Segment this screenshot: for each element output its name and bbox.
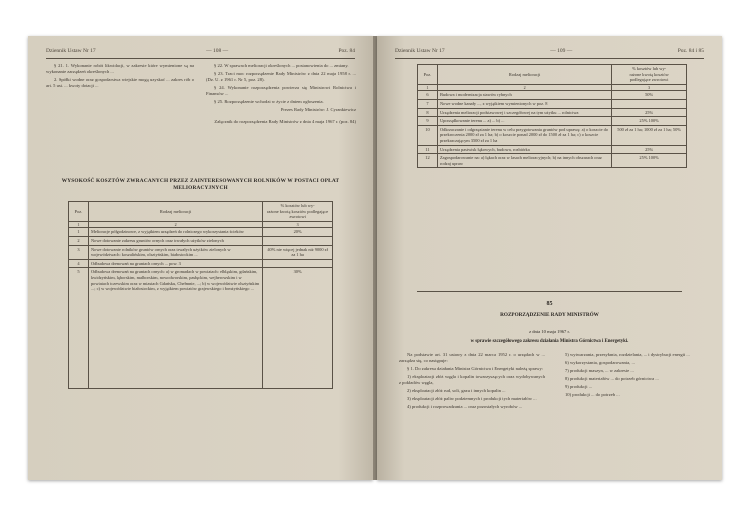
table-row [69, 228, 333, 237]
table-row [418, 99, 687, 108]
list-item: 1) eksploatacji złóż węgla i kopalin towarzyszących oraz wydobywanych z pokładów węgla, [399, 374, 545, 385]
annex-note: Załącznik do rozporządzenia Rady Ministrów z dnia 4 maja 1967 r. (poz. 84) [214, 119, 356, 125]
index-cell: 1 [418, 84, 438, 91]
index-cell: 3 [263, 221, 333, 228]
list-item: 4) produkcji i rozprowadzania ... oraz pozostałych wyrobów ... [407, 404, 523, 410]
section-rule [417, 291, 682, 292]
list-item: 7) produkcji maszyn, ... w zakresie ... [565, 368, 634, 374]
description-cell: Zagospodarowanie na: a) łąkach oraz w lasach melioracyjnych; b) na innych obszarach oraz rodzaj upraw [437, 154, 611, 168]
value-cell: 25% [612, 145, 687, 154]
description-cell: Nowe wodne kanały ..., z wyjątkiem wymienionych w poz. 8 [437, 99, 611, 108]
table-row [418, 125, 687, 145]
regulation-subject: w sprawie szczegółowego zakresu działania Ministra Górnictwa i Energetyki. [470, 339, 629, 344]
poz-cell: 11 [418, 145, 438, 154]
column-header: % kosztów lub wy- rażone kwotą kosztów podlegające zwrotowi [263, 202, 333, 222]
index-cell: 2 [437, 84, 611, 91]
index-cell: 2 [88, 221, 262, 228]
value-cell: 500 zł za 1 ha; 1000 zł za 1 ha; 50% [612, 125, 687, 145]
table-index-row [69, 221, 333, 228]
value-cell: 25% 100% [612, 154, 687, 168]
table-title: WYSOKOŚĆ KOSZTÓW ZWRACANYCH PRZEZ ZAINTERESOWANYCH ROLNIKÓW W POSTACI OPŁAT MELIORACYJNYCH [61, 178, 340, 191]
table-row [418, 154, 687, 168]
description-cell: Odbudowa drenowań na gruntach ornych ... pow. 3 [88, 259, 262, 268]
regulation-number: 85 [546, 301, 553, 307]
table-header-row [69, 202, 333, 222]
column-header: Poz. [418, 65, 438, 85]
list-item: 9) produkcji ... [565, 384, 593, 390]
paragraph: 2. Spółki wodne oraz gospodarstwa wiejskie mogą uzyskać ... zakres rób o art. 5 ust. ... kwoty dotacji ... [46, 77, 194, 88]
open-document-spread [28, 36, 722, 480]
list-item: 8) produkcji materiałów ... do potrzeb górnictwa ... [565, 376, 659, 382]
description-cell: Odkrzaczanie i odgrzęzianie terenu w celu przygotowania gruntów pod uprawę: a) o koszcie do przekroczenia 2000 zł za 1 ha; b) o koszcie ponad 2000 zł do 1500 zł za 1 ha; c) o koszcie przekraczającym 3500 zł za 1 ha [437, 125, 611, 145]
paragraph: § 25. Rozporządzenie wchodzi w życie z dniem ogłoszenia. [214, 99, 324, 105]
paragraph: § 24. Wykonanie rozporządzenia powierza się Ministrowi Rolnictwa i Finansów ... [206, 85, 356, 96]
description-cell: Nowe dotowanie rolników gruntów ornych oraz trwałych użytków zielonych w województwach: koszalińskim, olsztyńskim, białostockim ... [88, 245, 262, 259]
position-number: Poz. 84 [338, 48, 355, 54]
page-number: — 109 — [550, 48, 573, 54]
left-page [28, 36, 373, 480]
value-cell: 30% [263, 268, 333, 389]
header-rule [395, 58, 704, 59]
table-row [418, 145, 687, 154]
regulation-title: ROZPORZĄDZENIE RADY MINISTRÓW [500, 312, 599, 318]
table-row [418, 91, 687, 100]
index-cell: 3 [612, 84, 687, 91]
value-cell: 50% [612, 91, 687, 100]
description-cell: Uporządkowanie terenu ... a) ... b) ... [437, 117, 611, 126]
poz-cell: 9 [418, 117, 438, 126]
poz-cell: 1 [69, 228, 89, 237]
melioration-costs-table [68, 201, 333, 389]
list-item: 10) produkcji ... do potrzeb ... [565, 392, 620, 398]
description-cell: Nowe dotowanie zakresu gruntów ornych oraz trwałych użytków zielonych [88, 236, 262, 245]
poz-cell: 12 [418, 154, 438, 168]
table-row [69, 268, 333, 389]
poz-cell: 5 [69, 268, 89, 389]
left-top-column-2 [206, 63, 356, 127]
column-header: Rodzaj melioracji [88, 202, 262, 222]
table-row [69, 245, 333, 259]
regulation-column-2 [557, 352, 703, 401]
right-page-header [395, 46, 704, 56]
table-row [69, 236, 333, 245]
paragraph: § 23. Traci moc rozporządzenie Rady Ministrów z dnia 22 maja 1958 r. ... (Dz. U. z 1961 r. Nr 5, poz. 28). [206, 71, 356, 82]
value-cell: 25% 100% [612, 117, 687, 126]
value-cell: 25% [612, 108, 687, 117]
left-page-header [46, 46, 355, 56]
journal-name: Dziennik Ustaw Nr 17 [46, 48, 96, 54]
list-item: 5) wytwarzania, przesyłania, rozdzielania, ... i dystrybucji energii ... [565, 352, 690, 357]
signature-prime-minister: Prezes Rady Ministrów: J. Cyrankiewicz [280, 107, 356, 113]
value-cell: 20% [263, 228, 333, 237]
journal-name: Dziennik Ustaw Nr 17 [395, 48, 445, 54]
value-cell [263, 236, 333, 245]
table-row [418, 108, 687, 117]
left-top-column-1 [46, 63, 194, 91]
right-page [377, 36, 722, 480]
list-item: 6) wykorzystania, gospodarowania, ... [565, 360, 635, 366]
poz-cell: 8 [418, 108, 438, 117]
value-cell [612, 99, 687, 108]
paragraph: § 22. W sprawach melioracji określonych ... postanowienia do ... zmiany. [214, 63, 349, 68]
page-number: — 108 — [206, 48, 229, 54]
poz-cell: 2 [69, 236, 89, 245]
position-number: Poz. 84 i 85 [677, 48, 704, 54]
paragraph: § 21. 1. Wykonanie robót likwidacji, w zakresie które wymienione są na wykonanie zarządzeń określonych ... [46, 63, 194, 74]
table-row [418, 117, 687, 126]
index-cell: 1 [69, 221, 89, 228]
table-index-row [418, 84, 687, 91]
value-cell: 40% nie więcej jednak niż 9000 zł za 1 ha [263, 245, 333, 259]
column-header: % kosztów lub wy- rażone kwotą kosztów podlegające zwrotowi [612, 65, 687, 85]
paragraph: Na podstawie art. 31 ustawy z dnia 22 marca 1952 r. o urzędach w ... zarządza się, co następuje: [399, 352, 545, 363]
column-header: Rodzaj melioracji [437, 65, 611, 85]
description-cell: Odbudowa drenowań na gruntach ornych: a) w gromadach w powiatach: elbląskim, gdańskim, kwidzyńskim, lęborskim, malborskim, nowodworskim, pasłęckim, wejherowskim i w powiatach tczewskim oraz w miastach Gdańsku, Chełmnie, ...; b) w województwie olsztyńskim ...; c) w województwie białostockim, z wyjątkiem powiatów grajewskiego i łomżyńskiego ... [88, 268, 262, 389]
regulation-column-1 [399, 352, 545, 412]
column-header: Poz. [69, 202, 89, 222]
poz-cell: 10 [418, 125, 438, 145]
list-item: 3) eksploatacji złóż paliw podziemnych i produkcji tych materiałów ... [407, 396, 537, 402]
description-cell: Budowa i modernizacja stawów rybnych [437, 91, 611, 100]
description-cell: Melioracje półgodzinowe, z wyjątkiem urządzeń do rolniczego wykorzystania ścieków [88, 228, 262, 237]
paragraph: § 1. Do zakresu działania Ministra Górnictwa i Energetyki należą sprawy: [407, 366, 544, 371]
poz-cell: 3 [69, 245, 89, 259]
table-row [69, 259, 333, 268]
description-cell: Urządzenia melioracji podstawowej i szczegółowej na tym użytku ... rolnictwa [437, 108, 611, 117]
poz-cell: 6 [418, 91, 438, 100]
description-cell: Urządzenia pastwisk łąkowych, budowa, rozbiórka [437, 145, 611, 154]
poz-cell: 7 [418, 99, 438, 108]
melioration-costs-table-continued [417, 64, 687, 168]
regulation-date: z dnia 10 maja 1967 r. [529, 329, 570, 334]
table-header-row [418, 65, 687, 85]
value-cell [263, 259, 333, 268]
list-item: 2) eksploatacji złóż rud, soli, gazu i innych kopalin ... [407, 388, 506, 394]
header-rule [46, 58, 355, 59]
poz-cell: 4 [69, 259, 89, 268]
